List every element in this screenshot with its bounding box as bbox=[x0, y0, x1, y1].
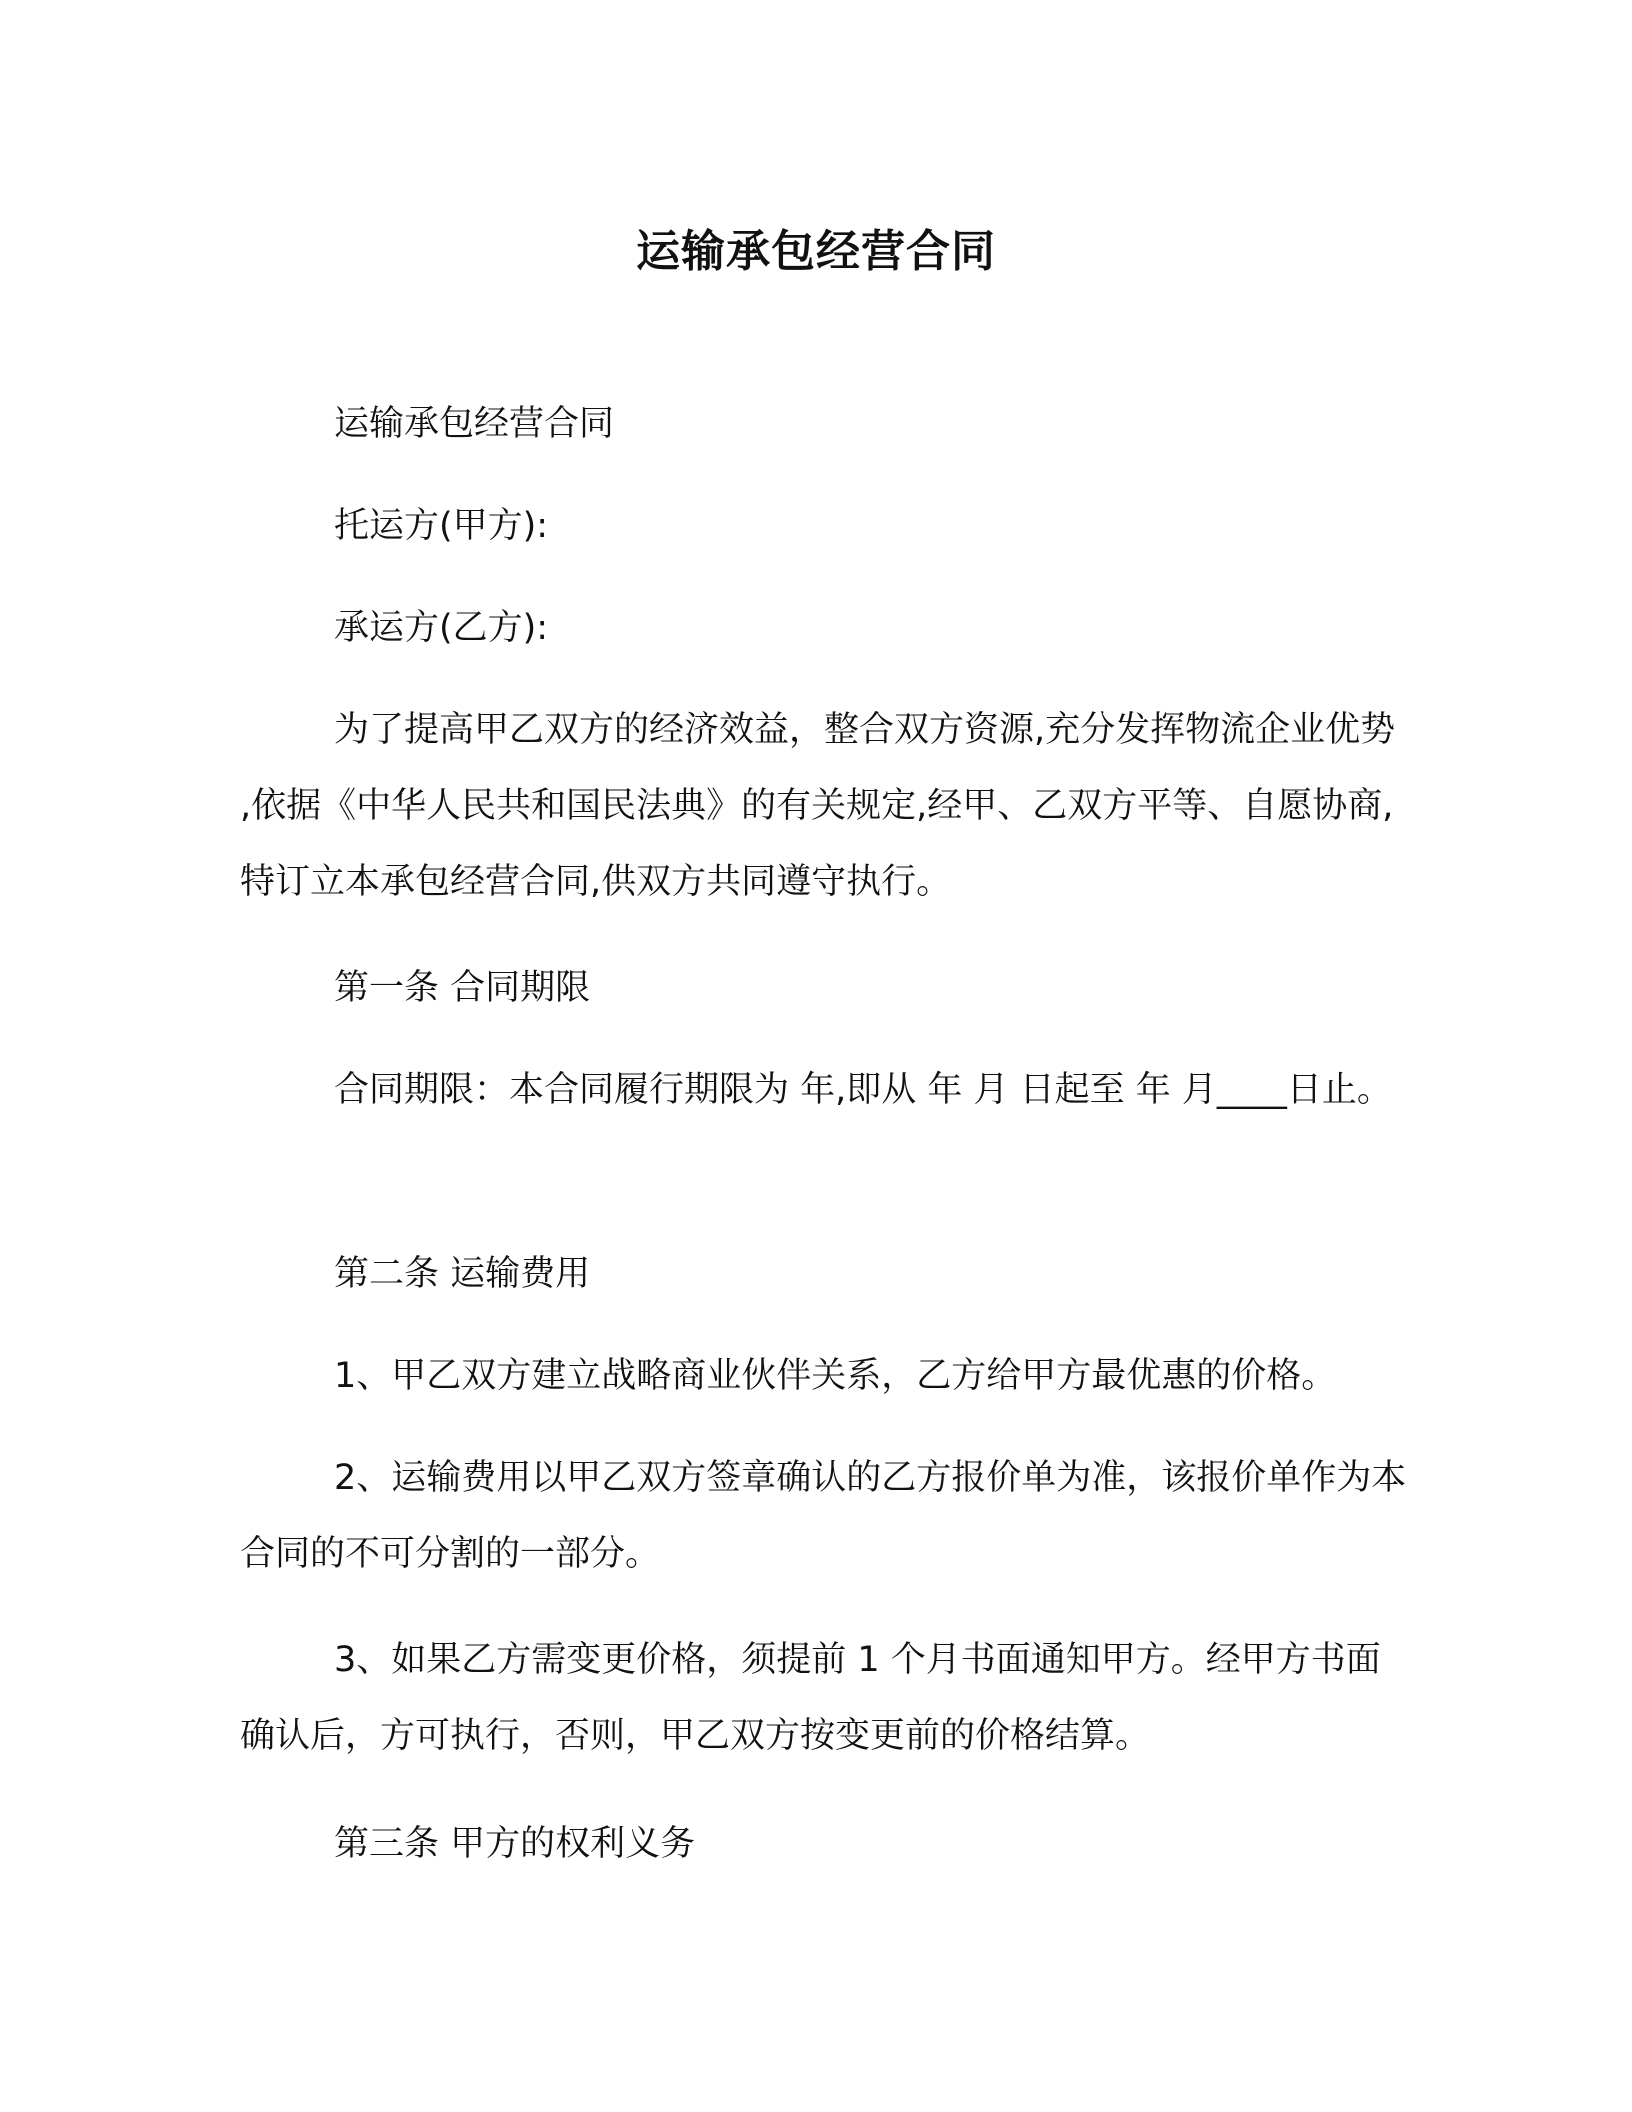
contract-subtitle: 运输承包经营合同 bbox=[334, 404, 615, 444]
article-1-blank: ____ bbox=[1216, 1070, 1287, 1110]
article-1-text-after: 日止。 bbox=[1286, 1070, 1392, 1110]
party-b-line: 承运方(乙方): bbox=[334, 608, 549, 648]
article-1-term-paragraph bbox=[240, 1052, 1415, 1128]
preamble-paragraph: 为了提高甲乙双方的经济效益，整合双方资源,充分发挥物流企业优势 ,依据《中华人民共和国民法典》的有关规定,经甲、乙双方平等、自愿协商,特订立本承包经营合同,供双方共同遵守执行。 bbox=[240, 710, 1407, 902]
party-a-line: 托运方(甲方): bbox=[334, 506, 549, 546]
article-1-text-before: 合同期限：本合同履行期限为 年,即从 年 月 日起至 年 月 bbox=[334, 1070, 1217, 1110]
article-2-item-1: 1、甲乙双方建立战略商业伙伴关系，乙方给甲方最优惠的价格。 bbox=[334, 1356, 1337, 1396]
article-2-heading: 第二条 运输费用 bbox=[334, 1254, 591, 1294]
article-1-heading: 第一条 合同期限 bbox=[334, 968, 591, 1008]
article-3-heading: 第三条 甲方的权利义务 bbox=[334, 1824, 696, 1864]
article-2-item-2: 2、运输费用以甲乙双方签章确认的乙方报价单为准，该报价单作为本合同的不可分割的一部分。 bbox=[240, 1458, 1407, 1574]
document-title: 运输承包经营合同 bbox=[636, 226, 996, 277]
article-2-item-3: 3、如果乙方需变更价格，须提前 1 个月书面通知甲方。经甲方书面确认后，方可执行，否则，甲乙双方按变更前的价格结算。 bbox=[240, 1640, 1381, 1756]
